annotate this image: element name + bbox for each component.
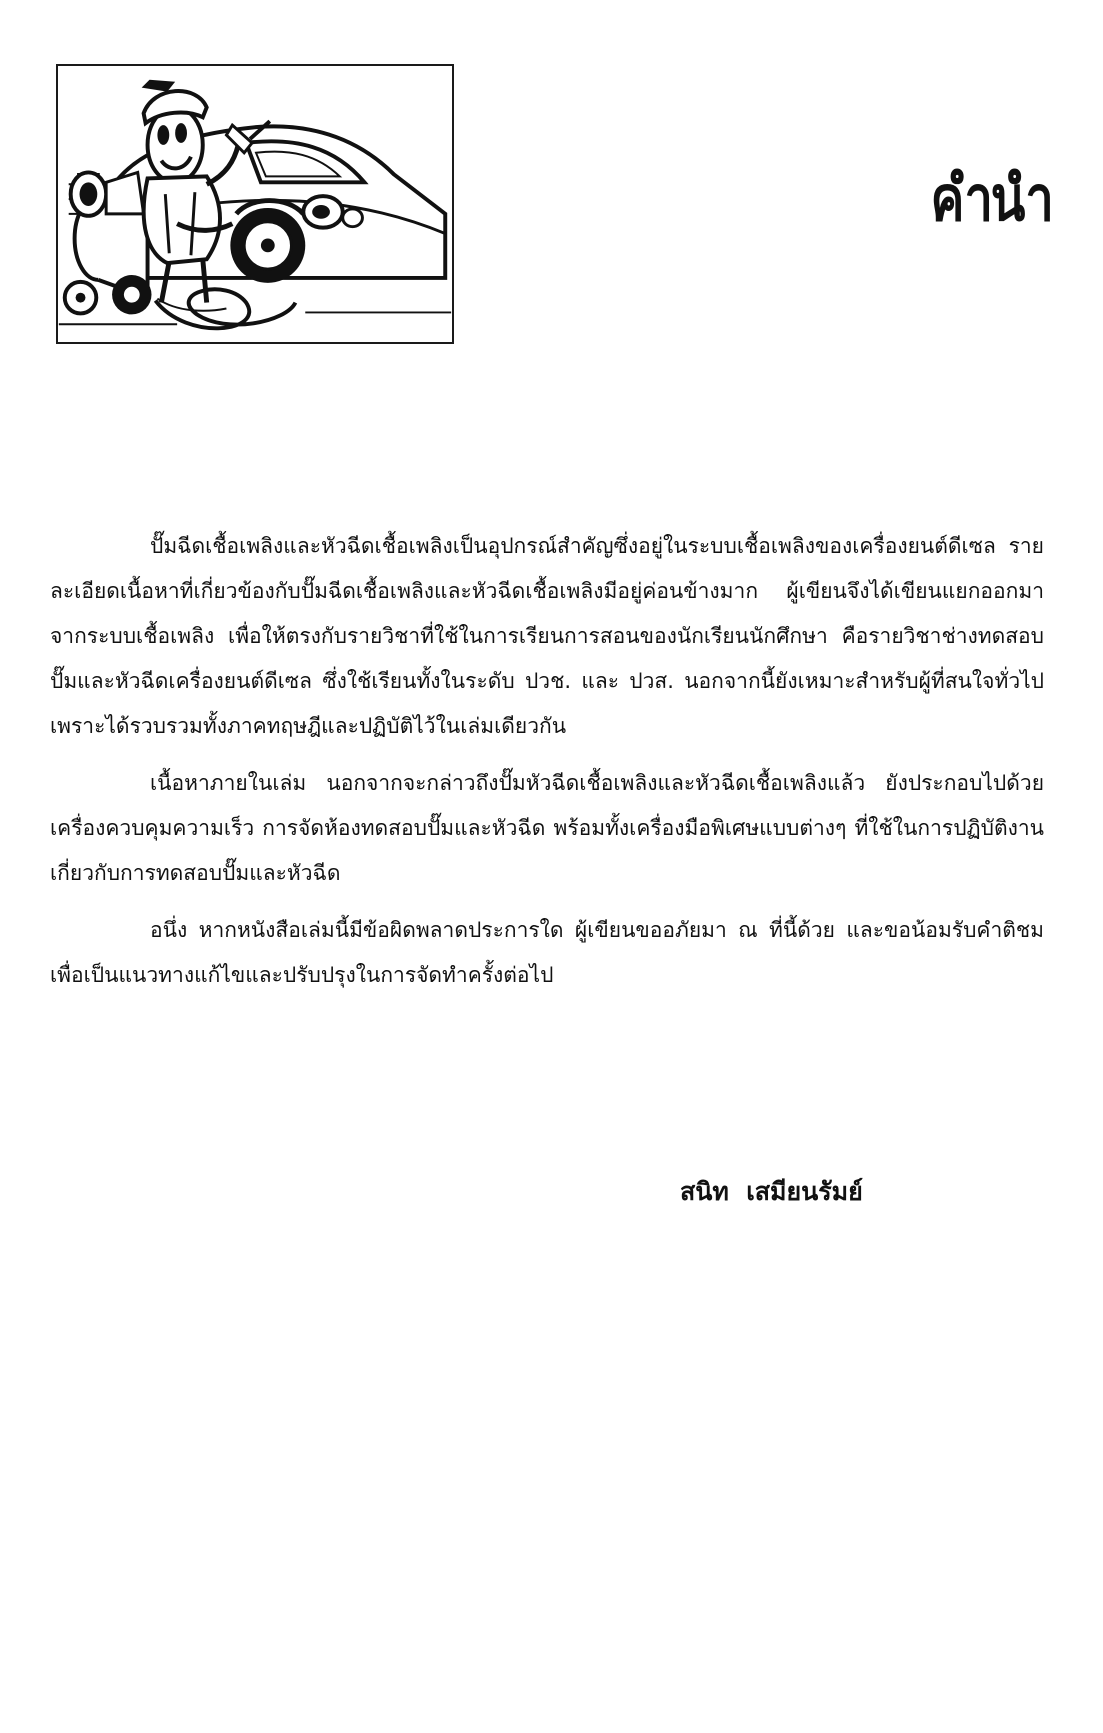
- preface-paragraph: อนึ่ง หากหนังสือเล่มนี้มีข้อผิดพลาดประการใด ผู้เขียนขออภัยมา ณ ที่นี้ด้วย และขอน้อมรับคำติชมเพื่อเป็นแนวทางแก้ไขและปรับปรุงในการจัดทำครั้งต่อไป: [50, 918, 1044, 987]
- author-signature: สนิท เสมียนรัมย์: [680, 1177, 863, 1206]
- mechanic-car-drawing: [58, 66, 452, 342]
- page-title: คำนำ: [930, 162, 1051, 235]
- preface-paragraph: เนื้อหาภายในเล่ม นอกจากจะกล่าวถึงปั๊มหัวฉีดเชื้อเพลิงและหัวฉีดเชื้อเพลิงแล้ว ยังประกอบไปด้วยเครื่องควบคุมความเร็ว การจัดห้องทดสอบปั๊มและหัวฉีด พร้อมทั้งเครื่องมือพิเศษแบบต่างๆ ที่ใช้ในการปฏิบัติงานเกี่ยวกับการทดสอบปั๊มและหัวฉีด: [50, 771, 1044, 885]
- preface-body: [50, 524, 1044, 998]
- mechanic-with-car-illustration: [56, 64, 454, 344]
- preface-paragraph: ปั๊มฉีดเชื้อเพลิงและหัวฉีดเชื้อเพลิงเป็นอุปกรณ์สำคัญซึ่งอยู่ในระบบเชื้อเพลิงของเครื่องยนต์ดีเซล รายละเอียดเนื้อหาที่เกี่ยวข้องกับปั๊มฉีดเชื้อเพลิงและหัวฉีดเชื้อเพลิงมีอยู่ค่อนข้างมาก ผู้เขียนจึงได้เขียนแยกออกมาจากระบบเชื้อเพลิง เพื่อให้ตรงกับรายวิชาที่ใช้ในการเรียนการสอนของนักเรียนนักศึกษา คือรายวิชาช่างทดสอบปั๊มและหัวฉีดเครื่องยนต์ดีเซล ซึ่งใช้เรียนทั้งในระดับ ปวช. และ ปวส. นอกจากนี้ยังเหมาะสำหรับผู้ที่สนใจทั่วไป เพราะได้รวบรวมทั้งภาคทฤษฎีและปฏิบัติไว้ในเล่มเดียวกัน: [50, 534, 1044, 738]
